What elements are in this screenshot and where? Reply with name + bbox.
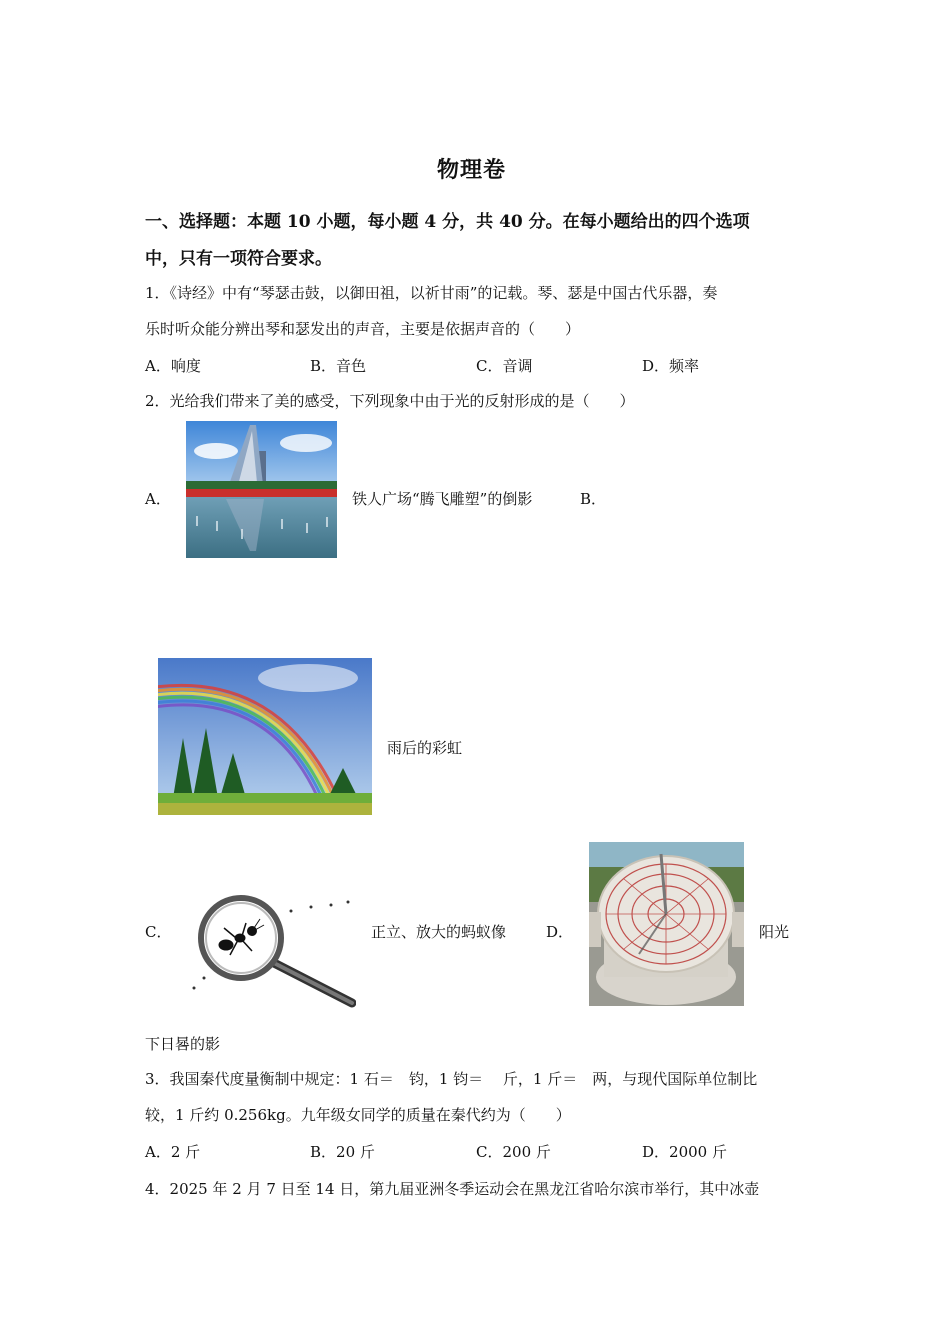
q3-option-d: D．2000 斤	[642, 1143, 727, 1161]
q1-option-c: C．音调	[476, 357, 533, 375]
q2-option-d-caption-2: 下日晷的影	[145, 1035, 221, 1053]
q3-stem-line1: 3．我国秦代度量衡制中规定：1 石＝ 钧，1 钧＝ 斤，1 斤＝ 两，与现代国际单位制比	[145, 1070, 758, 1088]
magnified-ant-image	[186, 893, 356, 1008]
sundial-image	[589, 842, 744, 1006]
q1-option-d: D．频率	[642, 357, 700, 375]
q2-option-d-caption-1: 阳光	[759, 923, 790, 941]
q1-stem-line1: 1．《诗经》中有“琴瑟击鼓，以御田祖，以祈甘雨”的记载。琴、瑟是中国古代乐器，奏	[145, 284, 718, 302]
q1-option-a: A．响度	[145, 357, 201, 375]
q2-stem: 2．光给我们带来了美的感受，下列现象中由于光的反射形成的是（ ）	[145, 392, 635, 410]
q3-option-b: B．20 斤	[310, 1143, 375, 1161]
q2-option-c-caption: 正立、放大的蚂蚁像	[371, 923, 507, 941]
sculpture-reflection-image	[186, 421, 337, 558]
q2-option-d-label: D．	[546, 923, 574, 941]
q2-option-c-label: C．	[145, 923, 172, 941]
q1-option-b: B．音色	[310, 357, 367, 375]
q3-option-a: A．2 斤	[145, 1143, 201, 1161]
q4-stem-line1: 4．2025 年 2 月 7 日至 14 日，第九届亚洲冬季运动会在黑龙江省哈尔滨市举行，其中冰壶	[145, 1180, 760, 1198]
section-heading-line2: 中，只有一项符合要求。	[145, 249, 332, 269]
q1-stem-line2: 乐时听众能分辨出琴和瑟发出的声音，主要是依据声音的（ ）	[145, 320, 581, 338]
q2-option-a-label: A．	[145, 490, 171, 508]
q2-option-b-caption: 雨后的彩虹	[387, 739, 463, 757]
q3-stem-line2: 较，1 斤约 0.256kg。九年级女同学的质量在秦代约为（ ）	[145, 1106, 571, 1124]
rainbow-image	[158, 658, 372, 815]
q2-option-a-caption: 铁人广场“腾飞雕塑”的倒影	[352, 490, 533, 508]
q2-option-b-label: B．	[580, 490, 607, 508]
section-heading-line1: 一、选择题：本题 10 小题，每小题 4 分，共 40 分。在每小题给出的四个选项	[145, 212, 750, 232]
q3-option-c: C．200 斤	[476, 1143, 551, 1161]
page-title: 物理卷	[437, 157, 507, 183]
